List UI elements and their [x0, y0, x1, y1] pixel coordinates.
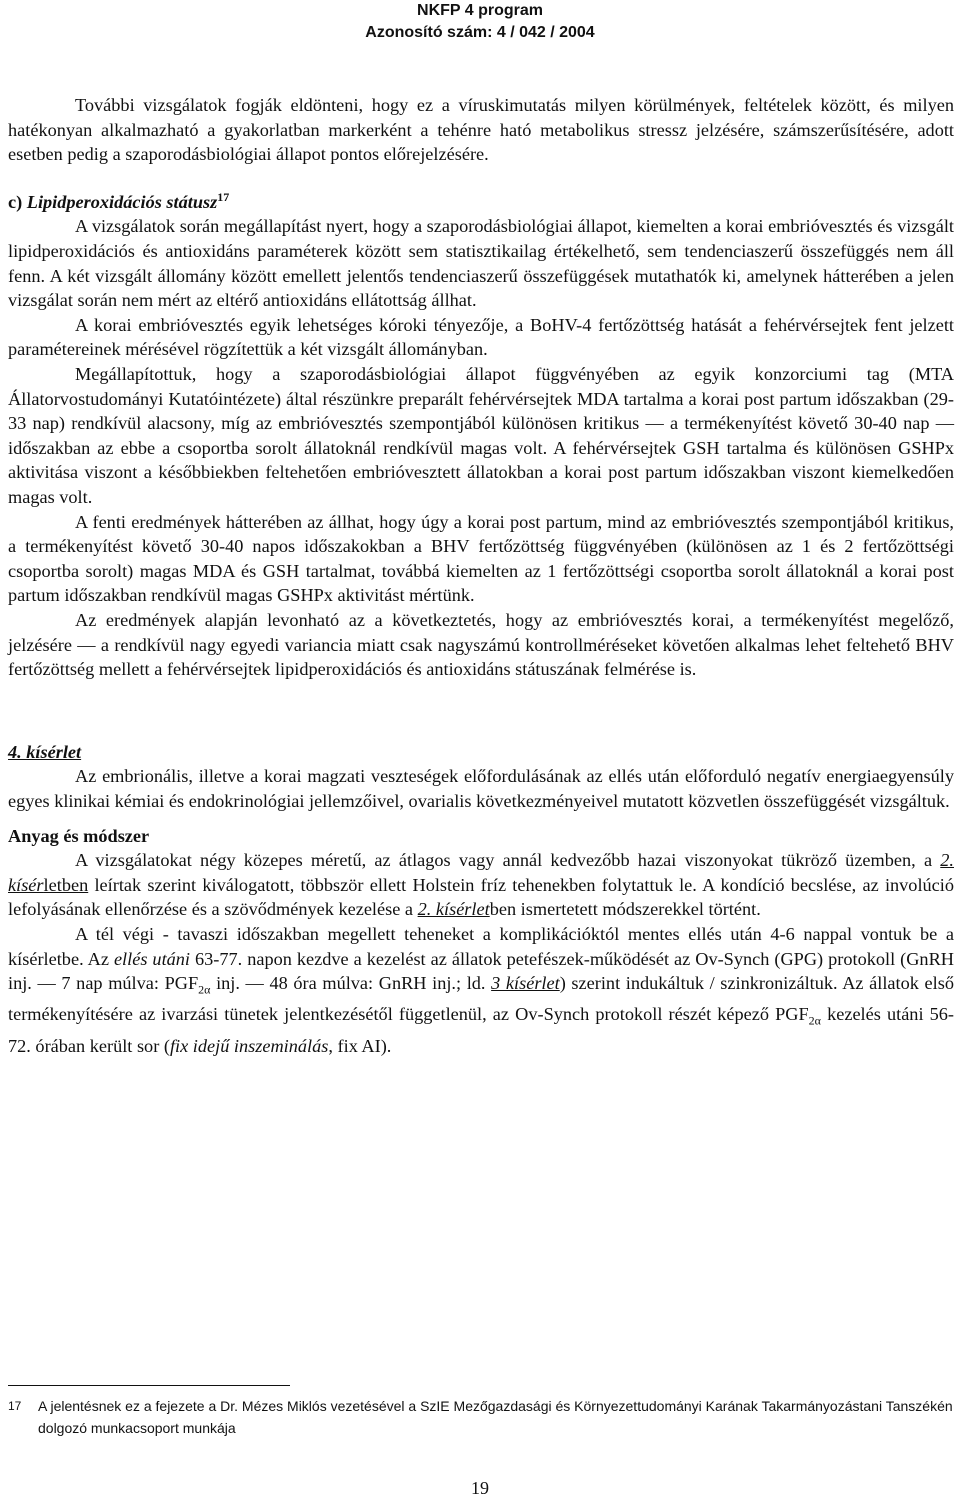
methods-paragraph-1: A vizsgálatokat négy közepes méretű, az átlagos vagy annál kedvezőbb hazai viszonyokat tükröző üzemben, a 2. kísérletben leírtak szerint kiválogatott, többször ellett Holstein fríz tehenekben folytattuk le. A kondíció becslése, az involúció lefolyásának ellenőrzése és a szövődmények kezelése a 2. kísérletben ismertetett módszerekkel történt. — [8, 850, 954, 920]
section-c-heading: c) Lipidperoxidációs státusz$^{17}$ — [8, 189, 230, 212]
footnote-divider — [8, 1385, 290, 1386]
page-number: 19 — [471, 1478, 489, 1498]
document-body — [8, 93, 954, 1058]
section-c-paragraph-1: A vizsgálatok során megállapítást nyert, hogy a szaporodásbiológiai állapot, kiemelten a korai embrióvesztés és vizsgált lipidperoxidációs és antioxidáns paraméterek között sem statisztikailag értékelhető, sem tendenciaszerű összefüggés nem áll fenn. A két vizsgált állomány között emellett jelentős tendenciaszerű összefüggések mutathatók ki, amelynek hátterében a jelen vizsgálat során nem mért az eltérő antioxidáns ellátottság állhat. — [8, 216, 954, 311]
experiment-3-link[interactable]: 3 kísérlet — [491, 973, 560, 994]
program-title: NKFP 4 program — [417, 2, 543, 19]
experiment-2-link[interactable]: 2. kísérletben — [8, 850, 954, 895]
experiment-4-heading: 4. kísérlet — [8, 741, 82, 762]
footnote-text: A jelentésnek ez a fejezete a Dr. Mézes Miklós vezetésével a SzIE Mezőgazdasági és Környezettudományi Karának Takarmányozástani Tanszékén dolgozó munkacsoport munkája — [38, 1398, 953, 1436]
methods-heading: Anyag és módszer — [8, 825, 150, 846]
intro-paragraph: További vizsgálatok fogják eldönteni, hogy ez a víruskimutatás milyen körülmények, feltételek között, és milyen hatékonyan alkalmazható a gyakorlatban markerként a tehénre ható metabolikus stressz jelzésére, számszerűsítésére, adott esetben pedig a szaporodásbiológiai állapot pontos előrejelzésére. — [8, 95, 954, 165]
methods-paragraph-2: A tél végi - tavaszi időszakban megellett teheneket a komplikációktól mentes ellés után 4-6 nappal vontuk be a kísérletbe. Az ellés utáni 63-77. napon kezdve a kezelést az állatok petefészek-működését az Ov-Synch (GPG) protokoll (GnRH inj. — 7 nap múlva: $PGF_{2\alpha}$ inj. — 48 óra múlva: GnRH inj.; ld. 3 kísérlet) szerint indukáltuk / szinkronizáltuk. Az állatok első termékenyítésére az ivarzási tünetek jelentkezésétől függetlenül, az Ov-Synch protokoll részét képező $PGF_{2\alpha}$ kezelés utáni 56-72. órában került sor (fix idejű inszeminálás, fix AI). — [8, 923, 954, 1056]
experiment-2-link-2[interactable]: 2. kísérlet — [417, 899, 490, 920]
section-c-title: Lipidperoxidációs státusz — [26, 191, 218, 212]
footnote-number: 17 — [8, 1399, 22, 1413]
page-header — [0, 0, 960, 44]
section-c-paragraph-3: Megállapítottuk, hogy a szaporodásbiológiai állapot függvényében az egyik konzorciumi tag (MTA Állatorvostudományi Kutatóintézete) által részünkre preparált fehérvérsejtek MDA tartalma a korai post partum időszakban (29-33 nap) rendkívül alacsony, míg az embrióvesztés szempontjából különösen kritikus — a termékenyítést követő 30-40 nap — időszakban az ebbe a csoportba sorolt állatoknál rendkívül magas volt. A fehérvérsejtek GSH tartalma és különösen GSHPx aktivitása viszont a későbbiekben feltehetően embrióvesztett állatokban a korai post partum időszakban viszont kiemelkedően magas volt. — [8, 364, 954, 507]
identifier: Azonosító szám: 4 / 042 / 2004 — [365, 24, 595, 41]
footnote-ref: 17 — [217, 189, 230, 204]
section-c-paragraph-2: A korai embrióvesztés egyik lehetséges kóroki tényezője, a BoHV-4 fertőzöttség hatását a fehérvérsejtek fent jelzett paramétereinek mérésével rögzítettük a két vizsgált állományban. — [8, 314, 954, 360]
footnote — [8, 1395, 954, 1439]
experiment-4-paragraph: Az embrionális, illetve a korai magzati veszteségek előfordulásának az ellés után előforduló negatív energiaegyensúly egyes klinikai kémiai és endokrinológiai jellemzőivel, ovarialis következményeivel mutatott közvetlen összefüggését vizsgáltuk. — [8, 766, 954, 811]
section-c-paragraph-5: Az eredmények alapján levonható az a következtetés, hogy az embrióvesztés korai, a termékenyítést megelőző, jelzésére — a rendkívül nagy egyedi variancia miatt csak nagyszámú kontrollméréseket követően alkalmas lehet feltehető BHV fertőzöttség mellett a fehérvérsejtek lipidperoxidációs és antioxidáns státuszának felmérése is. — [8, 609, 954, 680]
section-c-paragraph-4: A fenti eredmények hátterében az állhat, hogy úgy a korai post partum, mind az embrióvesztés szempontjából kritikus, a termékenyítést követő 30-40 napos időszakokban a BHV fertőzöttség függvényében (különösen az 1 és 2 fertőzöttségi csoportba sorolt) magas MDA és GSH tartalmat, továbbá kiemelten az 1 fertőzöttségi csoportba sorolt állatoknál a korai post partum időszakban rendkívül magas GSHPx aktivitást mértünk. — [8, 511, 954, 606]
